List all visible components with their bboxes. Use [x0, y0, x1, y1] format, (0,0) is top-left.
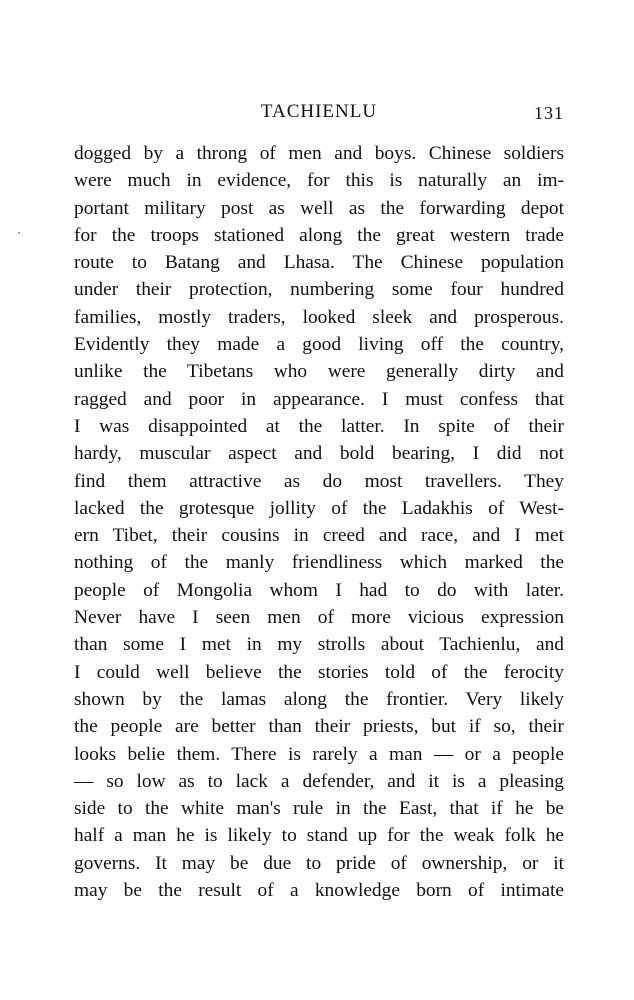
text-line: people of Mongolia whom I had to do with later.	[74, 579, 564, 601]
text-line: than some I met in my strolls about Tachienlu, and	[74, 634, 564, 656]
text-line: shown by the lamas along the frontier. Very likely	[74, 688, 564, 710]
paper-speck	[18, 232, 20, 234]
text-line: — so low as to lack a defender, and it is a pleasing	[74, 770, 564, 792]
text-line: the people are better than their priests, but if so, their	[74, 716, 564, 738]
text-line: for the troops stationed along the great western trade	[74, 224, 564, 246]
running-title: TACHIENLU	[260, 101, 378, 122]
text-line: unlike the Tibetans who were generally dirty and	[74, 361, 564, 383]
body-text	[74, 140, 564, 904]
page-number: 131	[534, 103, 564, 123]
text-line: half a man he is likely to stand up for the weak folk he	[74, 825, 564, 847]
text-line: nothing of the manly friendliness which marked the	[74, 552, 564, 574]
text-line: side to the white man's rule in the East, that if he be	[74, 798, 564, 820]
text-line: lacked the grotesque jollity of the Ladakhis of West-	[74, 497, 564, 519]
text-line: ragged and poor in appearance. I must confess that	[74, 388, 564, 410]
text-line: find them attractive as do most travellers. They	[74, 470, 564, 492]
text-line: I was disappointed at the latter. In spite of their	[74, 415, 564, 437]
text-line: were much in evidence, for this is naturally an im-	[74, 170, 564, 192]
text-line: families, mostly traders, looked sleek and prosperous.	[74, 306, 564, 328]
text-line: under their protection, numbering some four hundred	[74, 279, 564, 301]
text-line: route to Batang and Lhasa. The Chinese population	[74, 252, 564, 274]
text-line: Evidently they made a good living off the country,	[74, 334, 564, 356]
text-line: Never have I seen men of more vicious expression	[74, 607, 564, 629]
text-line: hardy, muscular aspect and bold bearing, I did not	[74, 443, 564, 465]
text-line: portant military post as well as the forwarding depot	[74, 197, 564, 219]
running-head	[74, 101, 564, 131]
text-line: looks belie them. There is rarely a man — or a people	[74, 743, 564, 765]
text-line: governs. It may be due to pride of ownership, or it	[74, 852, 564, 874]
text-line: I could well believe the stories told of the ferocity	[74, 661, 564, 683]
text-line: ern Tibet, their cousins in creed and race, and I met	[74, 525, 564, 547]
text-line: may be the result of a knowledge born of intimate	[74, 880, 564, 902]
text-line: dogged by a throng of men and boys. Chinese soldiers	[74, 143, 564, 164]
